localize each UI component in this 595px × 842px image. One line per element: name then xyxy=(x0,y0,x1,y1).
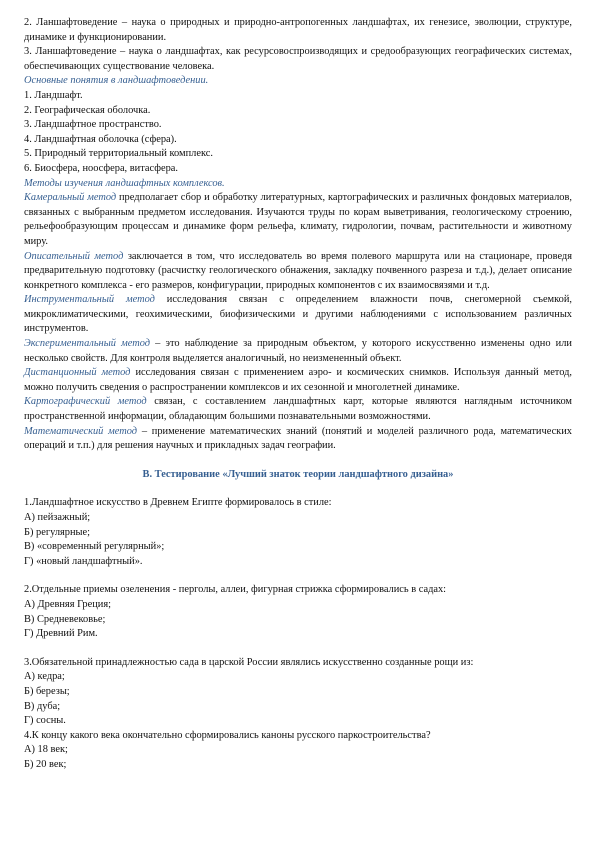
answer-option: Б) березы; xyxy=(24,685,70,697)
concept-item: 4. Ландшафтная оболочка (сфера). xyxy=(24,133,177,145)
answer-option: В) Средневековье; xyxy=(24,613,106,625)
method-paragraph xyxy=(24,293,572,337)
method-paragraph xyxy=(24,250,572,294)
method-text: связан, с составлением ландшафтных карт, которые являются наглядным источником пространственной информации, обладающим большими познавательными возможностями. xyxy=(24,396,573,423)
intro-item-3: 3. Ланшафтоведение – наука о ландшафтах, как ресурсовоспроизводящих и средообразующих географических системах, обеспечивающих существование человека. xyxy=(24,46,572,72)
method-paragraph xyxy=(24,191,572,249)
method-term: Математический метод xyxy=(24,425,138,437)
method-text: заключается в том, что исследователь во время полевого маршрута или на стационаре, проведя предварительную подготовку (расчистку геологического обнажения, закладку почвенного разреза и т.д.), делает описание конкретного комплекса - его размеров, конфигурации, природных компонентов с их взаимосвязями и т.д. xyxy=(24,250,572,291)
question-1: 1.Ландшафтное искусство в Древнем Египте формировалось в стиле: xyxy=(24,497,332,509)
method-term: Картографический метод xyxy=(24,396,147,408)
answer-option: Г) Древний Рим. xyxy=(24,628,98,640)
test-title: B. Тестирование «Лучший знаток теории ландшафтного дизайна» xyxy=(142,468,454,480)
question-3: 3.Обязательной принадлежностью сада в царской России являлись искусственно созданные рощи из: xyxy=(24,656,474,668)
answer-option: А) пейзажный; xyxy=(24,512,91,523)
question-2: 2.Отдельные приемы озеленения - перголы, аллеи, фигурная стрижка сформировались в садах: xyxy=(24,584,447,596)
answer-option: Б) регулярные; xyxy=(24,526,91,538)
method-paragraph xyxy=(24,337,572,366)
method-text: исследования связан с применением аэро- и космических снимков. Используя данный метод, можно получить сведения о распространении комплексов и их сезонной и многолетней динамике. xyxy=(24,367,572,393)
method-text: предполагает сбор и обработку литературных, картографических и различных фондовых материалов, связанных с выбранным предметом исследования. Изучаются труды по корам выветривания, геологическому строению, рельефообразующим процессам и динамике форм рельефа, климату, гидрологии, почвам, растительности и животному миру. xyxy=(24,192,572,247)
method-paragraph xyxy=(24,366,572,395)
document-page xyxy=(24,16,572,773)
method-term: Камеральный метод xyxy=(24,192,117,204)
method-paragraph xyxy=(24,425,572,454)
answer-option: Г) сосны. xyxy=(24,715,66,727)
question-4: 4.К концу какого века окончательно сформировались каноны русского паркостроительства? xyxy=(24,729,431,741)
concept-item: 5. Природный территориальный комплекс. xyxy=(24,148,213,160)
concept-item: 1. Ландшафт. xyxy=(24,89,83,101)
concept-item: 6. Биосфера, ноосфера, витасфера. xyxy=(24,162,178,174)
answer-option: А) 18 век; xyxy=(24,744,68,756)
method-text: – это наблюдение за природным объектом, у которого искусственно изменены одно или несколько свойств. Для контроля выделяется аналогичный, но неизмененный объект. xyxy=(24,338,572,364)
answer-option: В) дуба; xyxy=(24,700,61,712)
answer-option: А) Древняя Греция; xyxy=(24,598,112,610)
method-term: Экспериментальный метод xyxy=(24,338,151,350)
answer-option: В) «современный регулярный»; xyxy=(24,541,165,553)
method-text: исследования связан с определением влажности почв, снегомерной съемкой, микроклиматическими, геохимическими, биофизическими и другими наблюдениями с использованием различных инструментов. xyxy=(24,294,573,335)
method-text: – применение математических знаний (понятий и моделей различного рода, математических операций и т.п.) для решения научных и прикладных задач географии. xyxy=(24,425,572,452)
methods-heading: Методы изучения ландшафтных комплексов. xyxy=(24,177,225,189)
method-term: Дистанционный метод xyxy=(24,367,131,379)
concept-item: 3. Ландшафтное пространство. xyxy=(24,119,162,131)
intro-item-2: 2. Ланшафтоведение – наука о природных и природно-антропогенных ландшафтах, их генезисе, эволюции, структуре, динамике и функционировании. xyxy=(24,17,572,43)
concepts-heading: Основные понятия в ландшафтоведении. xyxy=(24,75,209,87)
method-paragraph xyxy=(24,395,572,424)
method-term: Инструментальный метод xyxy=(24,294,155,306)
answer-option: Г) «новый ландшафтный». xyxy=(24,555,143,567)
answer-option: А) кедра; xyxy=(24,671,65,683)
concept-item: 2. Географическая оболочка. xyxy=(24,104,151,116)
method-term: Описательный метод xyxy=(24,250,124,262)
answer-option: Б) 20 век; xyxy=(24,758,67,770)
